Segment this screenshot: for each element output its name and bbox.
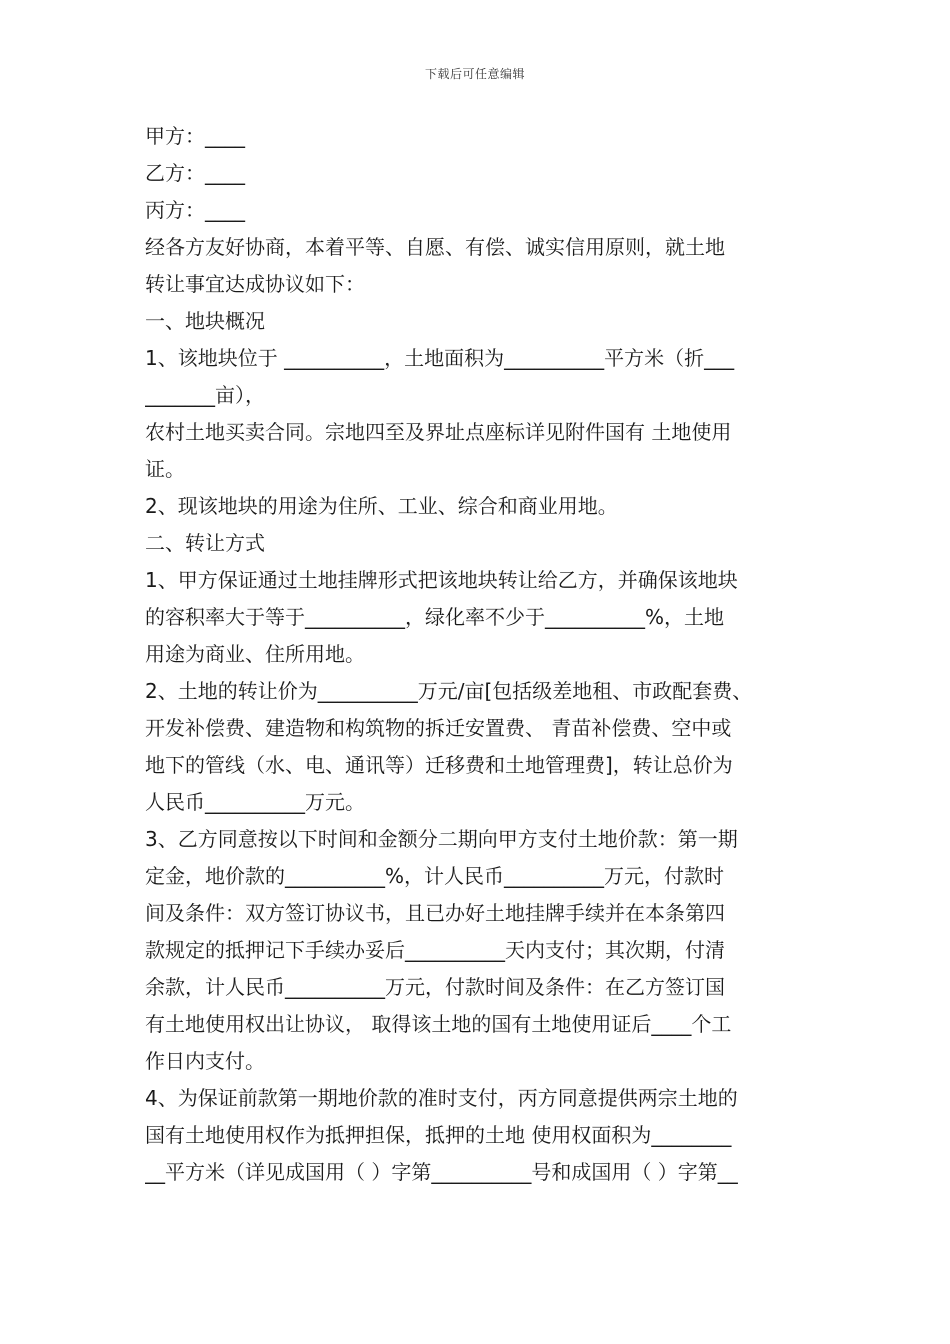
preamble-line: 经各方友好协商，本着平等、自愿、有偿、诚实信用原则，就土地 — [145, 235, 725, 259]
paragraph-line: 3、乙方同意按以下时间和金额分二期向甲方支付土地价款：第一期 — [145, 827, 738, 851]
paragraph-line: 开发补偿费、建造物和构筑物的拆迁安置费、 青苗补偿费、空中或 — [145, 716, 732, 740]
section-heading: 二、转让方式 — [145, 531, 265, 555]
party-b-line: 乙方：____ — [145, 161, 245, 185]
paragraph-line: 1、该地块位于 __________，土地面积为__________平方米（折___ — [145, 346, 735, 370]
paragraph-line: 2、土地的转让价为__________万元/亩[包括级差地租、市政配套费、 — [145, 679, 753, 703]
section-heading: 一、地块概况 — [145, 309, 265, 333]
paragraph-line: 1、甲方保证通过土地挂牌形式把该地块转让给乙方，并确保该地块 — [145, 568, 738, 592]
paragraph-line: 款规定的抵押记下手续办妥后__________天内支付；其次期，付清 — [145, 938, 725, 962]
paragraph-line: 余款，计人民币__________万元，付款时间及条件：在乙方签订国 — [145, 975, 725, 999]
page-header: 下载后可任意编辑 — [424, 67, 525, 81]
paragraph-line: 农村土地买卖合同。宗地四至及界址点座标详见附件国有 土地使用 — [145, 420, 732, 444]
party-a-line: 甲方：____ — [145, 124, 245, 148]
paragraph-line: 国有土地使用权作为抵押担保，抵押的土地 使用权面积为________ — [145, 1123, 732, 1147]
paragraph-line: 间及条件：双方签订协议书，且已办好土地挂牌手续并在本条第四 — [145, 901, 725, 925]
paragraph-line: 地下的管线（水、电、通讯等）迁移费和土地管理费]，转让总价为 — [145, 753, 733, 777]
paragraph-line: 2、现该地块的用途为住所、工业、综合和商业用地。 — [145, 494, 618, 518]
paragraph-line: 证。 — [145, 457, 185, 481]
paragraph-line: 人民币__________万元。 — [145, 790, 365, 814]
paragraph-line: 定金，地价款的__________%，计人民币__________万元，付款时 — [145, 864, 725, 888]
paragraph-line: __平方米（详见成国用（ ）字第__________号和成国用（ ）字第__ — [145, 1160, 738, 1184]
preamble-line: 转让事宜达成协议如下： — [145, 272, 365, 296]
paragraph-line: _______亩）， — [145, 383, 265, 407]
paragraph-line: 4、为保证前款第一期地价款的准时支付，丙方同意提供两宗土地的 — [145, 1086, 738, 1110]
paragraph-line: 的容积率大于等于__________，绿化率不少于__________%，土地 — [145, 605, 725, 629]
paragraph-line: 用途为商业、住所用地。 — [145, 642, 365, 666]
paragraph-line: 作日内支付。 — [145, 1049, 265, 1073]
party-c-line: 丙方：____ — [145, 198, 245, 222]
document-body — [145, 118, 810, 1191]
paragraph-line: 有土地使用权出让协议， 取得该土地的国有土地使用证后____个工 — [145, 1012, 732, 1036]
